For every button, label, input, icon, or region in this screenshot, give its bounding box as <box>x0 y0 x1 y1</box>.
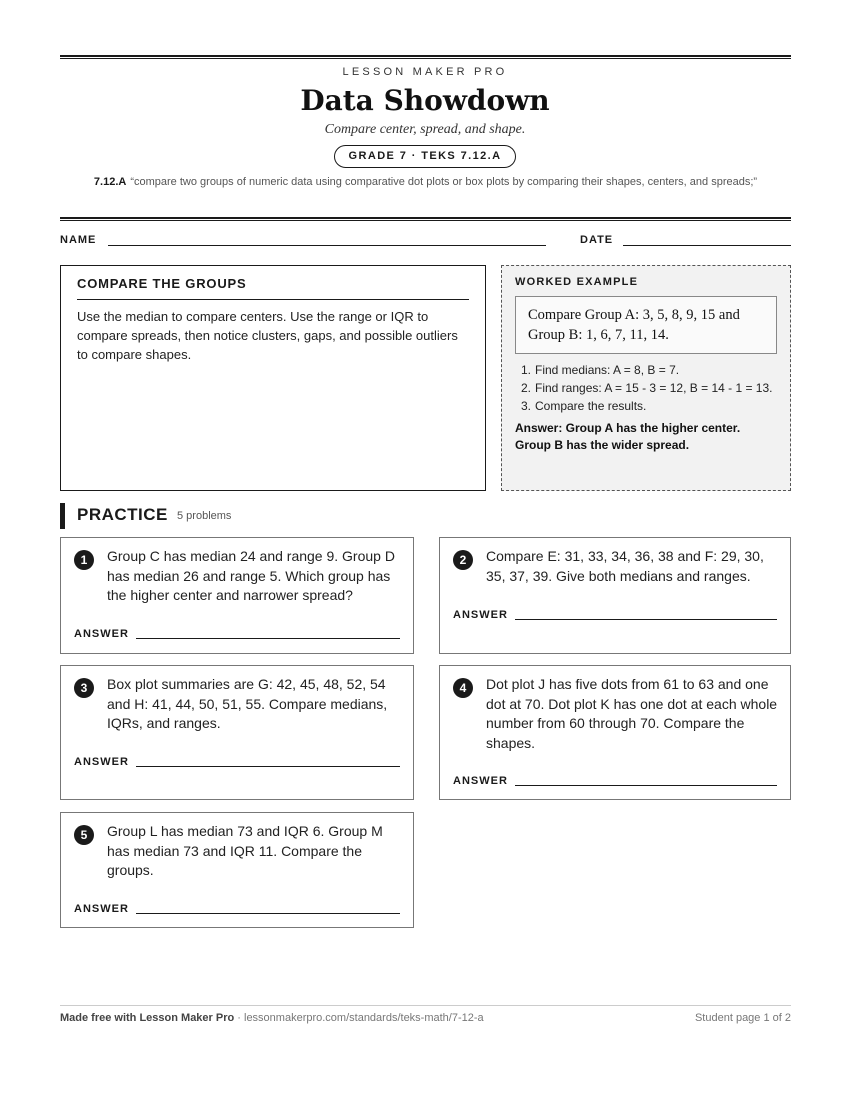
problem-number-badge: 5 <box>74 825 94 845</box>
footer-rule <box>60 1005 791 1006</box>
footer-made-with: Made free with Lesson Maker Pro <box>60 1012 235 1024</box>
answer-label: ANSWER <box>74 903 129 915</box>
footer-credit <box>60 1012 484 1024</box>
answer-field-2[interactable] <box>515 619 777 620</box>
footer-url[interactable]: · lessonmakerpro.com/standards/teks-math/7-12-a <box>234 1012 484 1024</box>
answer-label: ANSWER <box>74 756 129 768</box>
practice-count: 5 problems <box>177 510 232 522</box>
answer-label: ANSWER <box>74 628 129 640</box>
worked-example-step: 3. Compare the results. <box>520 399 647 413</box>
answer-field-1[interactable] <box>136 638 400 639</box>
problem-text: Group C has median 24 and range 9. Group D has median 26 and range 5. Which group has the higher center and narrower spread? <box>107 548 395 603</box>
answer-field-5[interactable] <box>136 913 400 914</box>
standard-description <box>78 174 773 191</box>
problem-card-5 <box>60 812 414 928</box>
problem-card-3 <box>60 665 414 800</box>
practice-accent-bar <box>60 503 65 529</box>
problem-number-badge: 1 <box>74 550 94 570</box>
problem-text: Compare E: 31, 33, 34, 36, 38 and F: 29, 30, 35, 37, 39. Give both medians and ranges. <box>486 548 764 584</box>
problem-text: Group L has median 73 and IQR 6. Group M has median 73 and IQR 11. Compare the groups. <box>107 823 383 878</box>
answer-label: ANSWER <box>453 609 508 621</box>
problem-card-4 <box>439 665 791 800</box>
worked-example-prompt: Compare Group A: 3, 5, 8, 9, 15 and Group B: 1, 6, 7, 11, 14. <box>515 296 777 354</box>
answer-field-3[interactable] <box>136 766 400 767</box>
compare-groups-heading: COMPARE THE GROUPS <box>77 276 469 300</box>
answer-label: ANSWER <box>453 775 508 787</box>
top-double-rule <box>60 55 791 59</box>
worked-example-steps <box>515 361 777 415</box>
problem-number-badge: 4 <box>453 678 473 698</box>
date-field[interactable] <box>623 245 791 246</box>
problem-number-badge: 3 <box>74 678 94 698</box>
page-subtitle: Compare center, spread, and shape. <box>324 122 526 137</box>
compare-groups-body: Use the median to compare centers. Use the range or IQR to compare spreads, then notice clusters, gaps, and possible outliers to compare shapes. <box>77 309 458 362</box>
problem-text: Box plot summaries are G: 42, 45, 48, 52, 54 and H: 41, 44, 50, 51, 55. Compare medians, IQRs, and ranges. <box>107 676 388 731</box>
worked-example-answer: Answer: Group A has the higher center. Group B has the wider spread. <box>515 421 741 452</box>
name-field[interactable] <box>108 245 546 246</box>
grade-badge: GRADE 7 · TEKS 7.12.A <box>334 145 517 168</box>
header-bottom-double-rule <box>60 217 791 221</box>
problem-text: Dot plot J has five dots from 61 to 63 and one dot at 70. Dot plot K has one dot at each whole number from 60 through 70. Compare the shapes. <box>486 676 778 751</box>
standard-text: “compare two groups of numeric data using comparative dot plots or box plots by comparing their shapes, centers, and spreads;” <box>130 176 758 188</box>
date-label: DATE <box>580 234 614 246</box>
badge-wrapper <box>0 145 850 168</box>
practice-heading: PRACTICE <box>77 505 168 524</box>
name-label: NAME <box>60 234 97 246</box>
problem-number-badge: 2 <box>453 550 473 570</box>
worked-example-step: 2. Find ranges: A = 15 - 3 = 12, B = 14 - 1 = 13. <box>520 381 773 395</box>
worked-example-heading: WORKED EXAMPLE <box>515 276 639 288</box>
worked-example-step: 1. Find medians: A = 8, B = 7. <box>520 363 680 377</box>
footer-page-number: Student page 1 of 2 <box>694 1012 791 1024</box>
problem-card-1 <box>60 537 414 654</box>
page-title: Data Showdown <box>300 84 550 117</box>
problem-card-2 <box>439 537 791 654</box>
compare-groups-panel <box>60 265 486 491</box>
brand-label: LESSON MAKER PRO <box>342 66 508 78</box>
standard-code: 7.12.A <box>93 176 127 188</box>
answer-field-4[interactable] <box>515 785 777 786</box>
worked-example-panel <box>501 265 791 491</box>
